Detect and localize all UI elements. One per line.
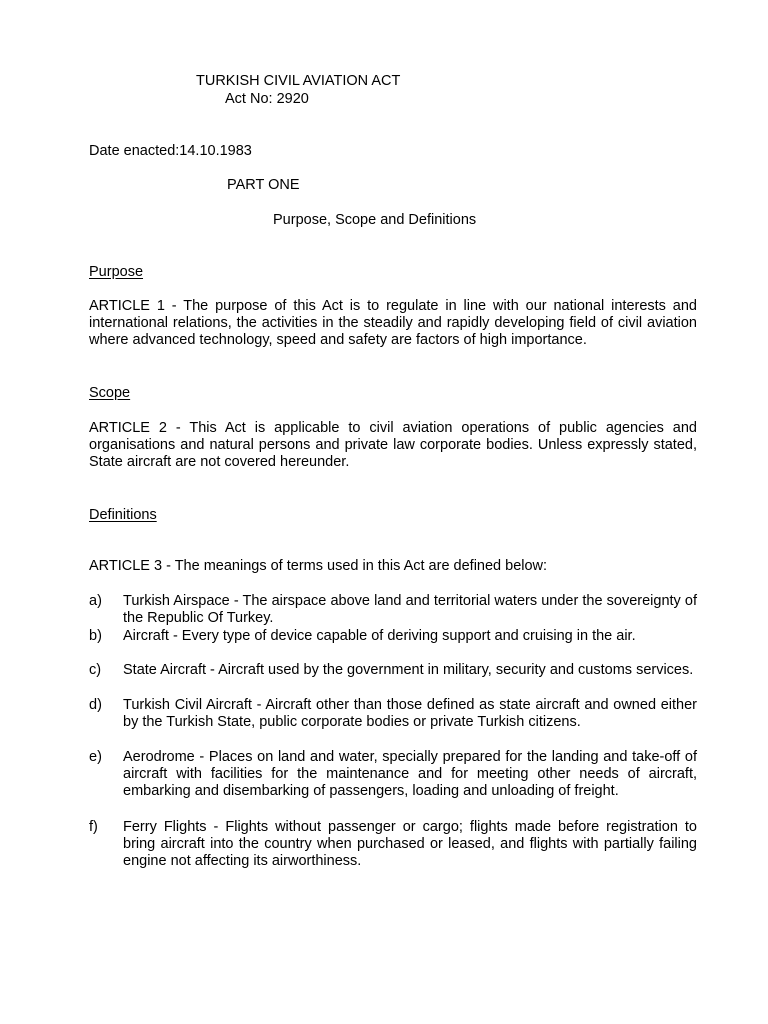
article-3-intro: ARTICLE 3 - The meanings of terms used in this Act are defined below:: [89, 558, 548, 574]
definition-label: b): [89, 628, 102, 644]
definition-text: State Aircraft - Aircraft used by the government in military, security and customs services.: [123, 662, 694, 678]
document-title: TURKISH CIVIL AVIATION ACT: [196, 73, 401, 89]
definition-text: Aerodrome - Places on land and water, specially prepared for the landing and take-off of aircraft with facilities for the maintenance and for meeting other needs of aircraft, embarking and disembarking of passengers, loading and unloading of freight.: [123, 749, 697, 799]
definition-label: a): [89, 593, 102, 609]
definition-text: Ferry Flights - Flights without passenger or cargo; flights made before registration to bring aircraft into the country when purchased or leased, and flights with partially failing engine not affecting its airworthiness.: [123, 819, 697, 869]
definition-text: Aircraft - Every type of device capable of deriving support and cruising in the air.: [123, 628, 636, 644]
purpose-heading: Purpose: [89, 264, 144, 280]
part-subtitle: Purpose, Scope and Definitions: [273, 212, 477, 228]
definition-label: d): [89, 697, 102, 713]
date-enacted: Date enacted:14.10.1983: [89, 143, 252, 159]
definition-text: Turkish Airspace - The airspace above land and territorial waters under the sovereignty of the Republic Of Turkey.: [123, 593, 697, 626]
definitions-heading: Definitions: [89, 507, 157, 523]
definition-label: f): [89, 819, 98, 835]
article-1-text: ARTICLE 1 - The purpose of this Act is to regulate in line with our national interests and international relations, the activities in the steadily and rapidly developing field of civil aviation where advanced technology, speed and safety are factors of high importance.: [89, 298, 697, 348]
scope-heading: Scope: [89, 385, 131, 401]
definition-label: c): [89, 662, 102, 678]
definition-label: e): [89, 749, 102, 765]
definition-text: Turkish Civil Aircraft - Aircraft other than those defined as state aircraft and owned either by the Turkish State, public corporate bodies or private Turkish citizens.: [123, 697, 697, 730]
article-2-text: ARTICLE 2 - This Act is applicable to civil aviation operations of public agencies and organisations and natural persons and private law corporate bodies. Unless expressly stated, State aircraft are not covered hereunder.: [89, 420, 697, 470]
part-heading: PART ONE: [227, 177, 300, 193]
act-number: Act No: 2920: [225, 91, 309, 107]
